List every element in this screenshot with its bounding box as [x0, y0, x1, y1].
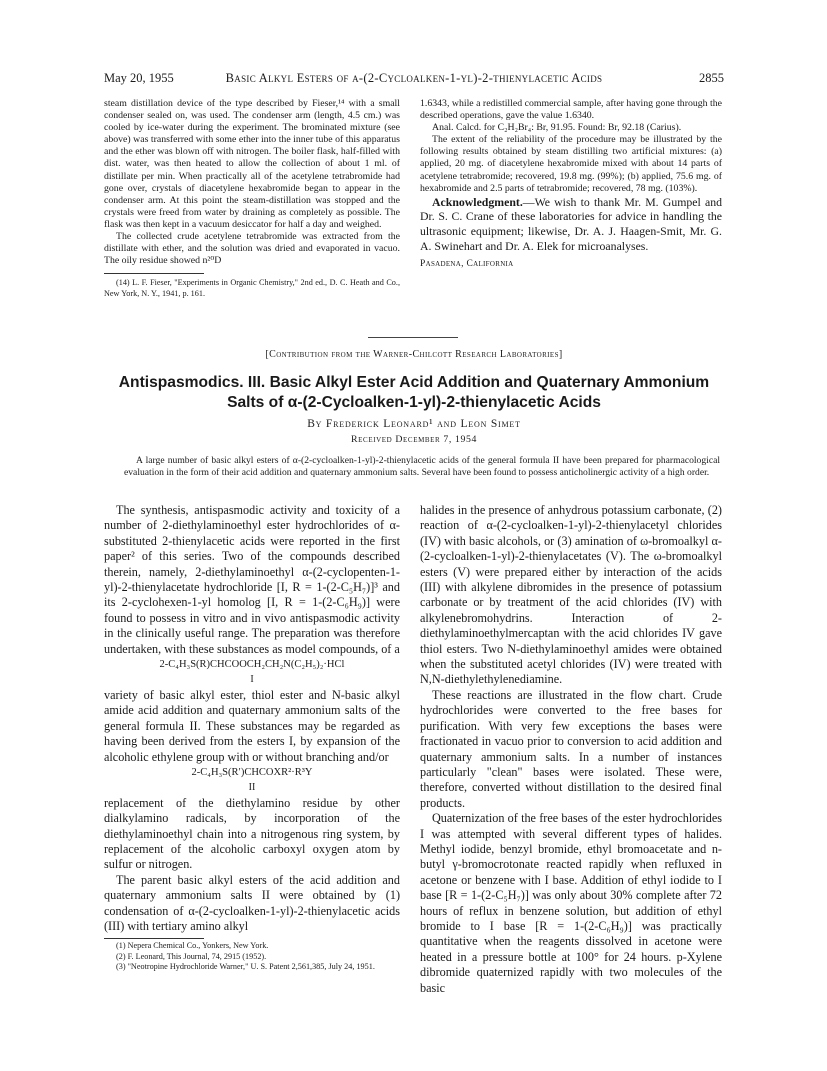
place-line: Pasadena, California	[420, 259, 514, 270]
received-date: Received December 7, 1954	[351, 434, 477, 445]
header-date: May 20, 1955	[104, 71, 174, 85]
br-paragraph-3: Quaternization of the free bases of the ester hydrochlorides I was attempted with several different types of halides. Methyl iodide, benzyl bromide, ethyl bromoacetate and n-butyl γ-bromocrotonate reacted rapidly when refluxed in acetone or benzene with I base. Addition of ethyl iodide to I base [R = 1-(2-C₅H₇)] was only about 30% complete after 72 hours of reflux in benzene solution, but addition of ethyl bromide to I base [R = 1-(2-C₆H₉)] was practically quantitative when the reagents dissolved in acetone were heated in a pressure bottle at 100° for 24 hours. p-Xylene dibromide quaternized rapidly with two molecules of the basic	[420, 811, 722, 995]
footnote-1: (1) Nepera Chemical Co., Yonkers, New York.	[116, 941, 269, 951]
br-paragraph-2: These reactions are illustrated in the flow chart. Crude hydrochlorides were converted to the free bases for purification. With very few exceptions the bases were fractionated in vacuo prior to conversion to acid addition and quaternary ammonium salts. In a number of instances particularly "clean" bases were isolated. These were, therefore, converted without distillation to the desired final products.	[420, 687, 722, 810]
header-page-number: 2855	[699, 71, 724, 85]
footnote-rule	[104, 273, 204, 274]
tr-paragraph-2: Anal. Calcd. for C₂H₂Br₄: Br, 91.95. Found: Br, 92.18 (Carius).	[432, 122, 682, 134]
running-header	[104, 71, 724, 87]
br-paragraph-1: halides in the presence of anhydrous potassium carbonate, (2) reaction of α-(2-cycloalken-1-yl)-2-thienylacetyl chlorides (IV) with basic alcohols, or (3) amination of ω-bromoalkyl α-(2-cycloalken-1-yl)-2-thienylacetates (V). The ω-bromoalkyl esters (V) were prepared either by interaction of the acids (III) with alkylene dibromides in the presence of potassium carbonate or by treatment of the acid chlorides (IV) with alkylenebromohydrins. Interaction of 2-diethylaminoethylmercaptan with the acid chlorides IV gave thiol esters. Two N-diethylaminoethyl amides were obtained when the substituted acetyl chlorides (IV) were treated with N,N-diethylethylenediamine.	[420, 503, 722, 687]
abstract: A large number of basic alkyl esters of α-(2-cycloalken-1-yl)-2-thienylacetic acids of the general formula II have been prepared for pharmacological evaluation in the form of their acid addition and quaternary ammonium salts. Several have been found to possess anticholinergic activity of a high order.	[124, 455, 720, 478]
tr-paragraph-1: 1.6343, while a redistilled commercial sample, after having gone through the described operations, gave the value 1.6340.	[420, 98, 722, 122]
bl-paragraph-3: replacement of the diethylamino residue by other dialkylamino radicals, by incorporation of the diethylaminoethyl chain into a nitrogenous ring system, by replacement of the alcoholic carboxyl oxygen atom by sulfur or nitrogen.	[104, 795, 400, 872]
top-right-column	[420, 98, 722, 270]
article-title-line-1: Antispasmodics. III. Basic Alkyl Ester Acid Addition and Quaternary Ammonium	[118, 374, 710, 391]
acknowledgment-heading: Acknowledgment.	[432, 194, 523, 209]
article-divider	[368, 337, 458, 338]
bl-paragraph-2: variety of basic alkyl ester, thiol ester and N-basic alkyl amide acid addition and quaternary ammonium salts of the general formula II. These substances may be regarded as having been derived from the esters I, by expansion of the alcoholic ethylene group with or without branching and/or	[104, 687, 400, 764]
bl-paragraph-4: The parent basic alkyl esters of the acid addition and quaternary ammonium salts II were obtained by (1) condensation of α-(2-cycloalken-1-yl)-2-thienylacetic acids (III) with tertiary amino alkyl	[104, 872, 400, 933]
acknowledgment-text: —We wish to thank Mr. M. Gumpel and Dr. S. C. Crane of these laboratories for advice in handling the ultrasonic equipment; likewise, Dr. A. J. Haagen-Smit, Mr. G. A. Swinehart and Dr. A. Elek for microanalyses.	[420, 194, 722, 253]
body-left-column	[104, 503, 400, 972]
body-right-column	[420, 503, 722, 996]
footnote-3: (3) "Neotropine Hydrochloride Warner," U. S. Patent 2,561,385, July 24, 1951.	[116, 961, 375, 971]
article-title-line-2: Salts of α-(2-Cycloalken-1-yl)-2-thienylacetic Acids	[227, 394, 601, 411]
article-title	[104, 373, 724, 413]
footnote-14: (14) L. F. Fieser, "Experiments in Organic Chemistry," 2nd ed., D. C. Heath and Co., New York, N. Y., 1941, p. 161.	[104, 278, 400, 298]
tl-paragraph-2: The collected crude acetylene tetrabromide was extracted from the distillate with ether, and the solution was dried and evaporated in vacuo. The oily residue showed n²⁰D	[104, 231, 400, 267]
formula-i: 2-C₄H₃S(R)CHCOOCH₂CH₂N(C₂H₅)₂·HCl	[159, 659, 345, 671]
tr-paragraph-3: The extent of the reliability of the procedure may be illustrated by the following results obtained by steam distilling two artificial mixtures: (a) applied, 20 mg. of diacetylene hexabromide mixed with about 14 parts of acetylene tetrabromide; recovered, 19.8 mg. (99%); (b) applied, 75.6 mg. of hexabromide and 2.5 parts of tetrabromide; recovered, 78 mg. (103%).	[420, 134, 722, 194]
bl-paragraph-1: The synthesis, antispasmodic activity and toxicity of a number of 2-diethylaminoethyl ester hydrochlorides of α-substituted 2-thienylacetic acids were reported in the first paper² of this series. Two of the compounds described therein, namely, 2-diethylaminoethyl α-(2-cyclopenten-1-yl)-2-thienylacetate hydrochloride [I, R = 1-(2-C₅H₇)]³ and its 2-cyclohexen-1-yl homolog [I, R = 1-(2-C₆H₉)] were found to possess in vitro and in vivo antispasmodic activity in the clinically useful range. The preparation was therefore undertaken, with these substances as model compounds, of a	[104, 503, 400, 656]
tl-paragraph-1: steam distillation device of the type described by Fieser,¹⁴ with a small condenser sealed on, was used. The condenser arm (length, 4.5 cm.) was cooled by ice-water during the experiment. The brominated mixture (see above) was transferred with some ether into the inner tube of this apparatus and the ether was blown off with nitrogen. The boiler flask, half-filled with dist. water, was then heated to allow the collection of about 1 ml. of distillate per min. When practically all of the acetylene tetrabromide had gone over, crystals of diacetylene hexabromide began to appear in the condenser arm. At this point the steam-distillation was stopped and the crystals were freed from water by draining as completely as possible. The flask was then kept in a vacuum desiccator for half a day and weighed.	[104, 98, 400, 230]
body-footnote-rule	[104, 938, 204, 939]
header-title: Basic Alkyl Esters of α-(2-Cycloalken-1-yl)-2-thienylacetic Acids	[225, 71, 603, 85]
acknowledgment	[420, 195, 722, 253]
top-left-column	[104, 98, 400, 299]
formula-i-number: I	[250, 674, 254, 686]
formula-ii-number: II	[248, 782, 256, 794]
footnote-2: (2) F. Leonard, This Journal, 74, 2915 (1952).	[116, 951, 267, 961]
authors-line: By Frederick Leonard¹ and Leon Simet	[307, 418, 521, 430]
formula-ii: 2-C₄H₃S(R′)CHCOXR²·R³Y	[191, 766, 313, 778]
contribution-line: [Contribution from the Warner-Chilcott Research Laboratories]	[265, 349, 563, 360]
